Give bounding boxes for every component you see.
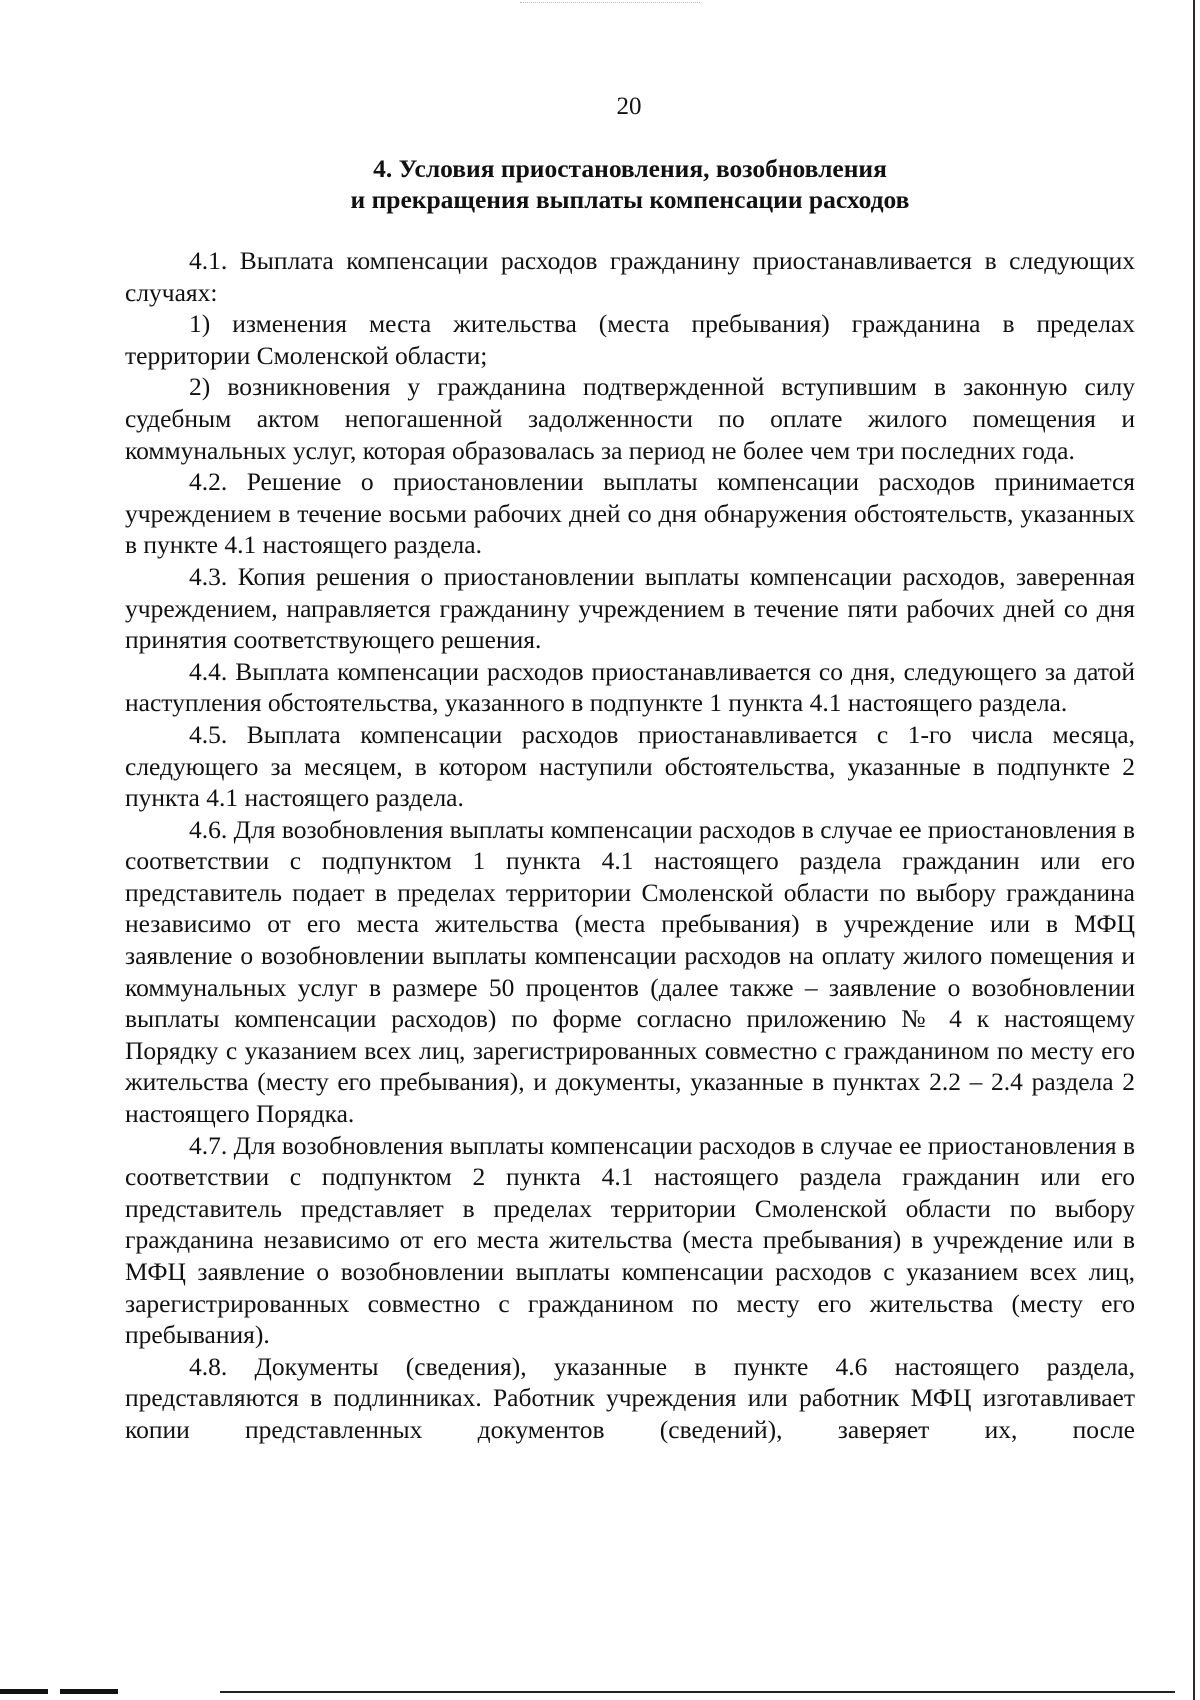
paragraph-4-2: 4.2. Решение о приостановлении выплаты компенсации расходов принимается учреждением в течение восьми рабочих дней со дня обнаружения обстоятельств, указанных в пункте 4.1 настоящего раздела. — [125, 467, 1135, 560]
paragraph-4-1: 4.1. Выплата компенсации расходов гражданину приостанавливается в следующих случаях: — [125, 246, 1135, 307]
paragraph-4-8: 4.8. Документы (сведения), указанные в пункте 4.6 настоящего раздела, представляются в подлинниках. Работник учреждения или работник МФЦ изготавливает копии представленных документов (сведений), заверяет их, после — [125, 1351, 1135, 1444]
paragraph-4-7: 4.7. Для возобновления выплаты компенсации расходов в случае ее приостановления в соответствии с подпунктом 2 пункта 4.1 настоящего раздела гражданин или его представитель представляет в пределах территории Смоленской области по выбору гражданина независимо от его места жительства (места пребывания) в учреждение или в МФЦ заявление о возобновлении выплаты компенсации расходов с указанием всех лиц, зарегистрированных совместно с гражданином по месту его жительства (месту его пребывания). — [125, 1130, 1136, 1350]
paragraph-4-6: 4.6. Для возобновления выплаты компенсации расходов в случае ее приостановления в соответствии с подпунктом 1 пункта 4.1 настоящего раздела гражданин или его представитель подает в пределах территории Смоленской области по выбору гражданина независимо от его места жительства (места пребывания) в учреждение или в МФЦ заявление о возобновлении выплаты компенсации расходов на оплату жилого помещения и коммунальных услуг в размере 50 процентов (далее также – заявление о возобновлении выплаты компенсации расходов) по форме согласно приложению № 4 к настоящему Порядку с указанием всех лиц, зарегистрированных совместно с гражданином по месту его жительства (месту его пребывания), и документы, указанные в пунктах 2.2 – 2.4 раздела 2 настоящего Порядка. — [125, 814, 1136, 1129]
paragraph-4-3: 4.3. Копия решения о приостановлении выплаты компенсации расходов, заверенная учреждением, направляется гражданину учреждением в течение пяти рабочих дней со дня принятия соответствующего решения. — [125, 561, 1135, 655]
section-heading-line-1: 4. Условия приостановления, возобновления — [373, 154, 887, 183]
scan-artifact-bottom-left-1 — [0, 1689, 48, 1694]
paragraph-4-1-item-1: 1) изменения места жительства (места пребывания) гражданина в пределах территории Смоленской области; — [125, 309, 1135, 370]
scan-artifact-top — [520, 2, 700, 5]
paragraph-4-5: 4.5. Выплата компенсации расходов приостанавливается с 1-го числа месяца, следующего за месяцем, в котором наступили обстоятельства, указанные в подпункте 2 пункта 4.1 настоящего раздела. — [125, 719, 1135, 813]
section-body — [125, 245, 1135, 1446]
scan-artifact-bottom-line — [220, 1691, 1175, 1693]
section-heading — [125, 153, 1135, 215]
section-heading-line-2: и прекращения выплаты компенсации расходов — [350, 185, 910, 214]
page-number: 20 — [616, 93, 642, 120]
scan-artifact-bottom-left-2 — [60, 1689, 118, 1694]
paragraph-4-1-item-2: 2) возникновения у гражданина подтвержденной вступившим в законную силу судебным актом непогашенной задолженности по оплате жилого помещения и коммунальных услуг, которая образовалась за период не более чем три последних года. — [125, 372, 1135, 465]
scan-edge-right — [1193, 0, 1195, 1700]
paragraph-4-4: 4.4. Выплата компенсации расходов приостанавливается со дня, следующего за датой наступления обстоятельства, указанного в подпункте 1 пункта 4.1 настоящего раздела. — [125, 656, 1135, 718]
